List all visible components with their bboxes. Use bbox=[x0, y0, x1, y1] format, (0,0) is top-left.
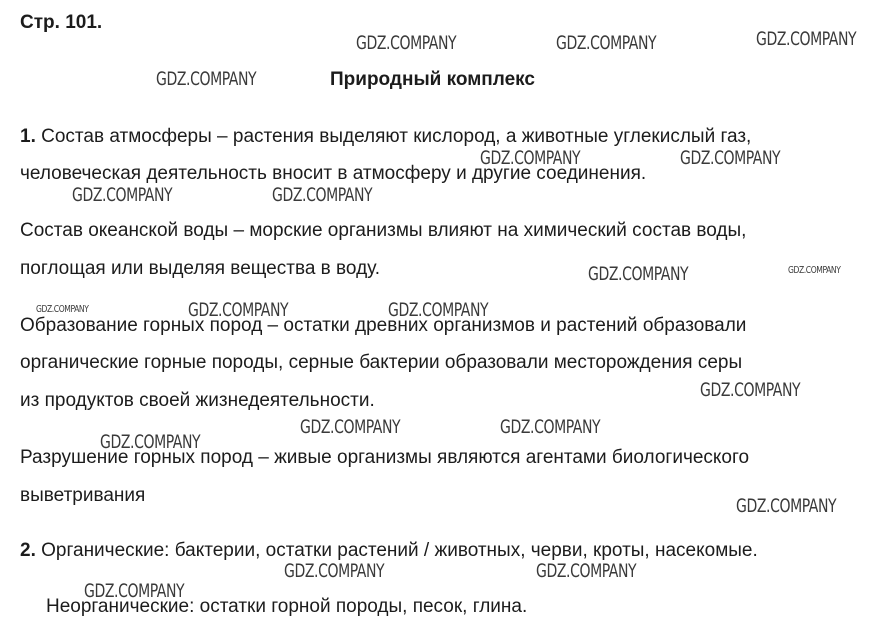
watermark: GDZ.COMPANY bbox=[680, 147, 781, 169]
answer-1-line-5: Образование горных пород – остатки древних организмов и растений образовали bbox=[20, 315, 747, 336]
watermark: GDZ.COMPANY bbox=[284, 560, 385, 582]
watermark: GDZ.COMPANY bbox=[36, 304, 89, 315]
answer-2-line-2: Неорганические: остатки горной породы, песок, глина. bbox=[46, 596, 528, 617]
watermark: GDZ.COMPANY bbox=[756, 28, 857, 50]
watermark: GDZ.COMPANY bbox=[788, 265, 841, 276]
answer-1-line-9: выветривания bbox=[20, 485, 146, 506]
watermark: GDZ.COMPANY bbox=[480, 147, 581, 169]
answer-1-line-6: органические горные породы, серные бактерии образовали месторождения серы bbox=[20, 352, 743, 373]
watermark: GDZ.COMPANY bbox=[188, 299, 289, 321]
watermark: GDZ.COMPANY bbox=[84, 580, 185, 602]
watermark: GDZ.COMPANY bbox=[588, 263, 689, 285]
answer-1-line-3: Состав океанской воды – морские организмы влияют на химический состав воды, bbox=[20, 220, 747, 241]
page-reference: Стр. 101. bbox=[20, 12, 103, 33]
watermark: GDZ.COMPANY bbox=[156, 68, 257, 90]
answer-1-line-8: Разрушение горных пород – живые организмы являются агентами биологического bbox=[20, 447, 750, 468]
watermark: GDZ.COMPANY bbox=[356, 32, 457, 54]
watermark: GDZ.COMPANY bbox=[536, 560, 637, 582]
page-title: Природный комплекс bbox=[330, 69, 535, 90]
watermark: GDZ.COMPANY bbox=[700, 379, 801, 401]
answer-2-line-1: 2. Органические: бактерии, остатки растений / животных, черви, кроты, насекомые. bbox=[20, 540, 758, 561]
answer-1-line-7: из продуктов своей жизнедеятельности. bbox=[20, 390, 375, 411]
watermark: GDZ.COMPANY bbox=[100, 431, 201, 453]
watermark: GDZ.COMPANY bbox=[556, 32, 657, 54]
answer-2-number: 2. bbox=[20, 540, 36, 561]
watermark: GDZ.COMPANY bbox=[272, 184, 373, 206]
answer-1-line-2: человеческая деятельность вносит в атмосферу и другие соединения. bbox=[20, 163, 647, 184]
answer-1-line-4: поглощая или выделяя вещества в воду. bbox=[20, 258, 381, 279]
watermark: GDZ.COMPANY bbox=[300, 416, 401, 438]
answer-1-number: 1. bbox=[20, 126, 36, 147]
answer-1-line-1: 1. Состав атмосферы – растения выделяют кислород, а животные углекислый газ, bbox=[20, 126, 752, 147]
watermark: GDZ.COMPANY bbox=[500, 416, 601, 438]
watermark: GDZ.COMPANY bbox=[388, 299, 489, 321]
watermark: GDZ.COMPANY bbox=[736, 495, 837, 517]
watermark: GDZ.COMPANY bbox=[72, 184, 173, 206]
